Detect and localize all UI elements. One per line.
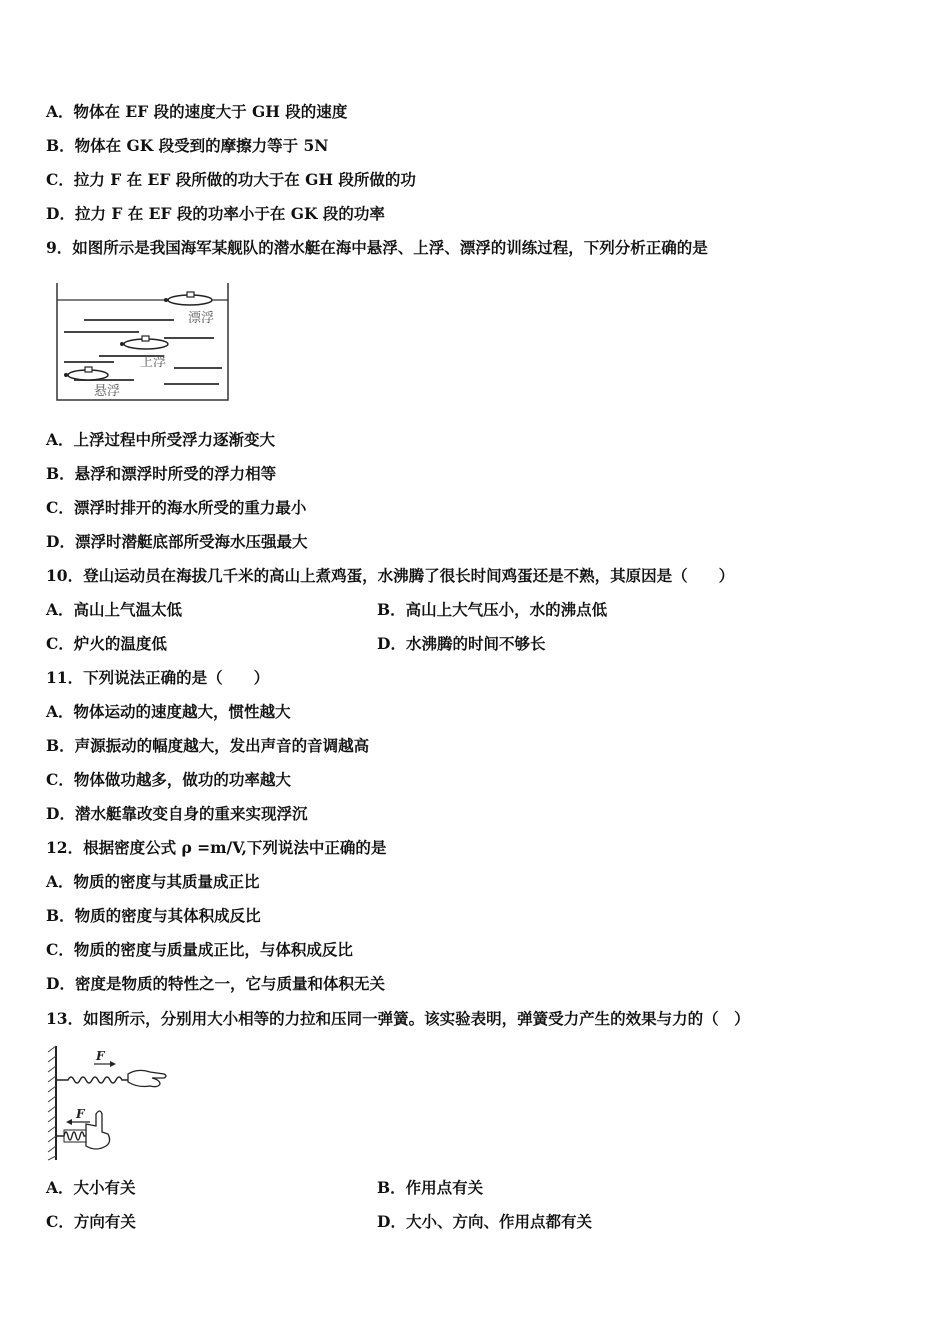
q13-option-a: A．大小有关 xyxy=(46,1178,136,1197)
q9-option-c: C．漂浮时排开的海水所受的重力最小 xyxy=(46,498,307,517)
q9-option-d: D．漂浮时潜艇底部所受海水压强最大 xyxy=(46,532,308,551)
q11-option-d: D．潜水艇靠改变自身的重来实现浮沉 xyxy=(46,804,308,823)
q11-option-c: C．物体做功越多，做功的功率越大 xyxy=(46,770,291,789)
q13-stem: 13．如图所示，分别用大小相等的力拉和压同一弹簧。该实验表明，弹簧受力产生的效果与力的（ ） xyxy=(46,1009,750,1028)
force-label-bottom: F xyxy=(76,1107,85,1121)
q12-option-b: B．物质的密度与其体积成反比 xyxy=(46,906,261,925)
q13-option-d: D．大小、方向、作用点都有关 xyxy=(377,1212,592,1231)
q10-option-a: A．高山上气温太低 xyxy=(46,600,183,619)
q10-option-c: C．炉火的温度低 xyxy=(46,634,167,653)
q9-stem: 9．如图所示是我国海军某舰队的潜水艇在海中悬浮、上浮、漂浮的训练过程，下列分析正确的是 xyxy=(46,238,708,257)
label-rise: 上浮 xyxy=(140,355,167,370)
q10-option-b: B．高山上大气压小，水的沸点低 xyxy=(377,600,608,619)
sub-suspend-icon xyxy=(64,367,108,380)
q8-option-b: B．物体在 GK 段受到的摩擦力等于 5N xyxy=(46,136,329,155)
q12-option-c: C．物质的密度与质量成正比，与体积成反比 xyxy=(46,940,353,959)
label-float: 漂浮 xyxy=(188,311,215,326)
q9-option-b: B．悬浮和漂浮时所受的浮力相等 xyxy=(46,464,277,483)
q12-option-d: D．密度是物质的特性之一，它与质量和体积无关 xyxy=(46,974,385,993)
q11-option-a: A．物体运动的速度越大，惯性越大 xyxy=(46,702,291,721)
submarine-figure xyxy=(54,280,234,404)
q10-stem: 10．登山运动员在海拔几千米的高山上煮鸡蛋，水沸腾了很长时间鸡蛋还是不熟，其原因是（ ） xyxy=(46,566,735,585)
q8-option-d: D．拉力 F 在 EF 段的功率小于在 GK 段的功率 xyxy=(46,204,385,223)
q8-option-a: A．物体在 EF 段的速度大于 GH 段的速度 xyxy=(46,102,348,121)
label-suspend: 悬浮 xyxy=(94,384,121,399)
q8-option-c: C．拉力 F 在 EF 段所做的功大于在 GH 段所做的功 xyxy=(46,170,416,189)
force-label-top: F xyxy=(96,1049,105,1063)
spring-figure xyxy=(46,1044,176,1164)
q10-option-d: D．水沸腾的时间不够长 xyxy=(377,634,546,653)
q11-stem: 11．下列说法正确的是（ ） xyxy=(46,668,270,687)
sub-float-icon xyxy=(164,292,212,305)
q13-option-b: B．作用点有关 xyxy=(377,1178,484,1197)
sub-rise-icon xyxy=(120,336,168,349)
q13-option-c: C．方向有关 xyxy=(46,1212,136,1231)
q12-option-a: A．物质的密度与其质量成正比 xyxy=(46,872,260,891)
q9-option-a: A．上浮过程中所受浮力逐渐变大 xyxy=(46,430,276,449)
q12-stem: 12．根据密度公式 ρ =m/V,下列说法中正确的是 xyxy=(46,838,387,857)
q11-option-b: B．声源振动的幅度越大，发出声音的音调越高 xyxy=(46,736,370,755)
